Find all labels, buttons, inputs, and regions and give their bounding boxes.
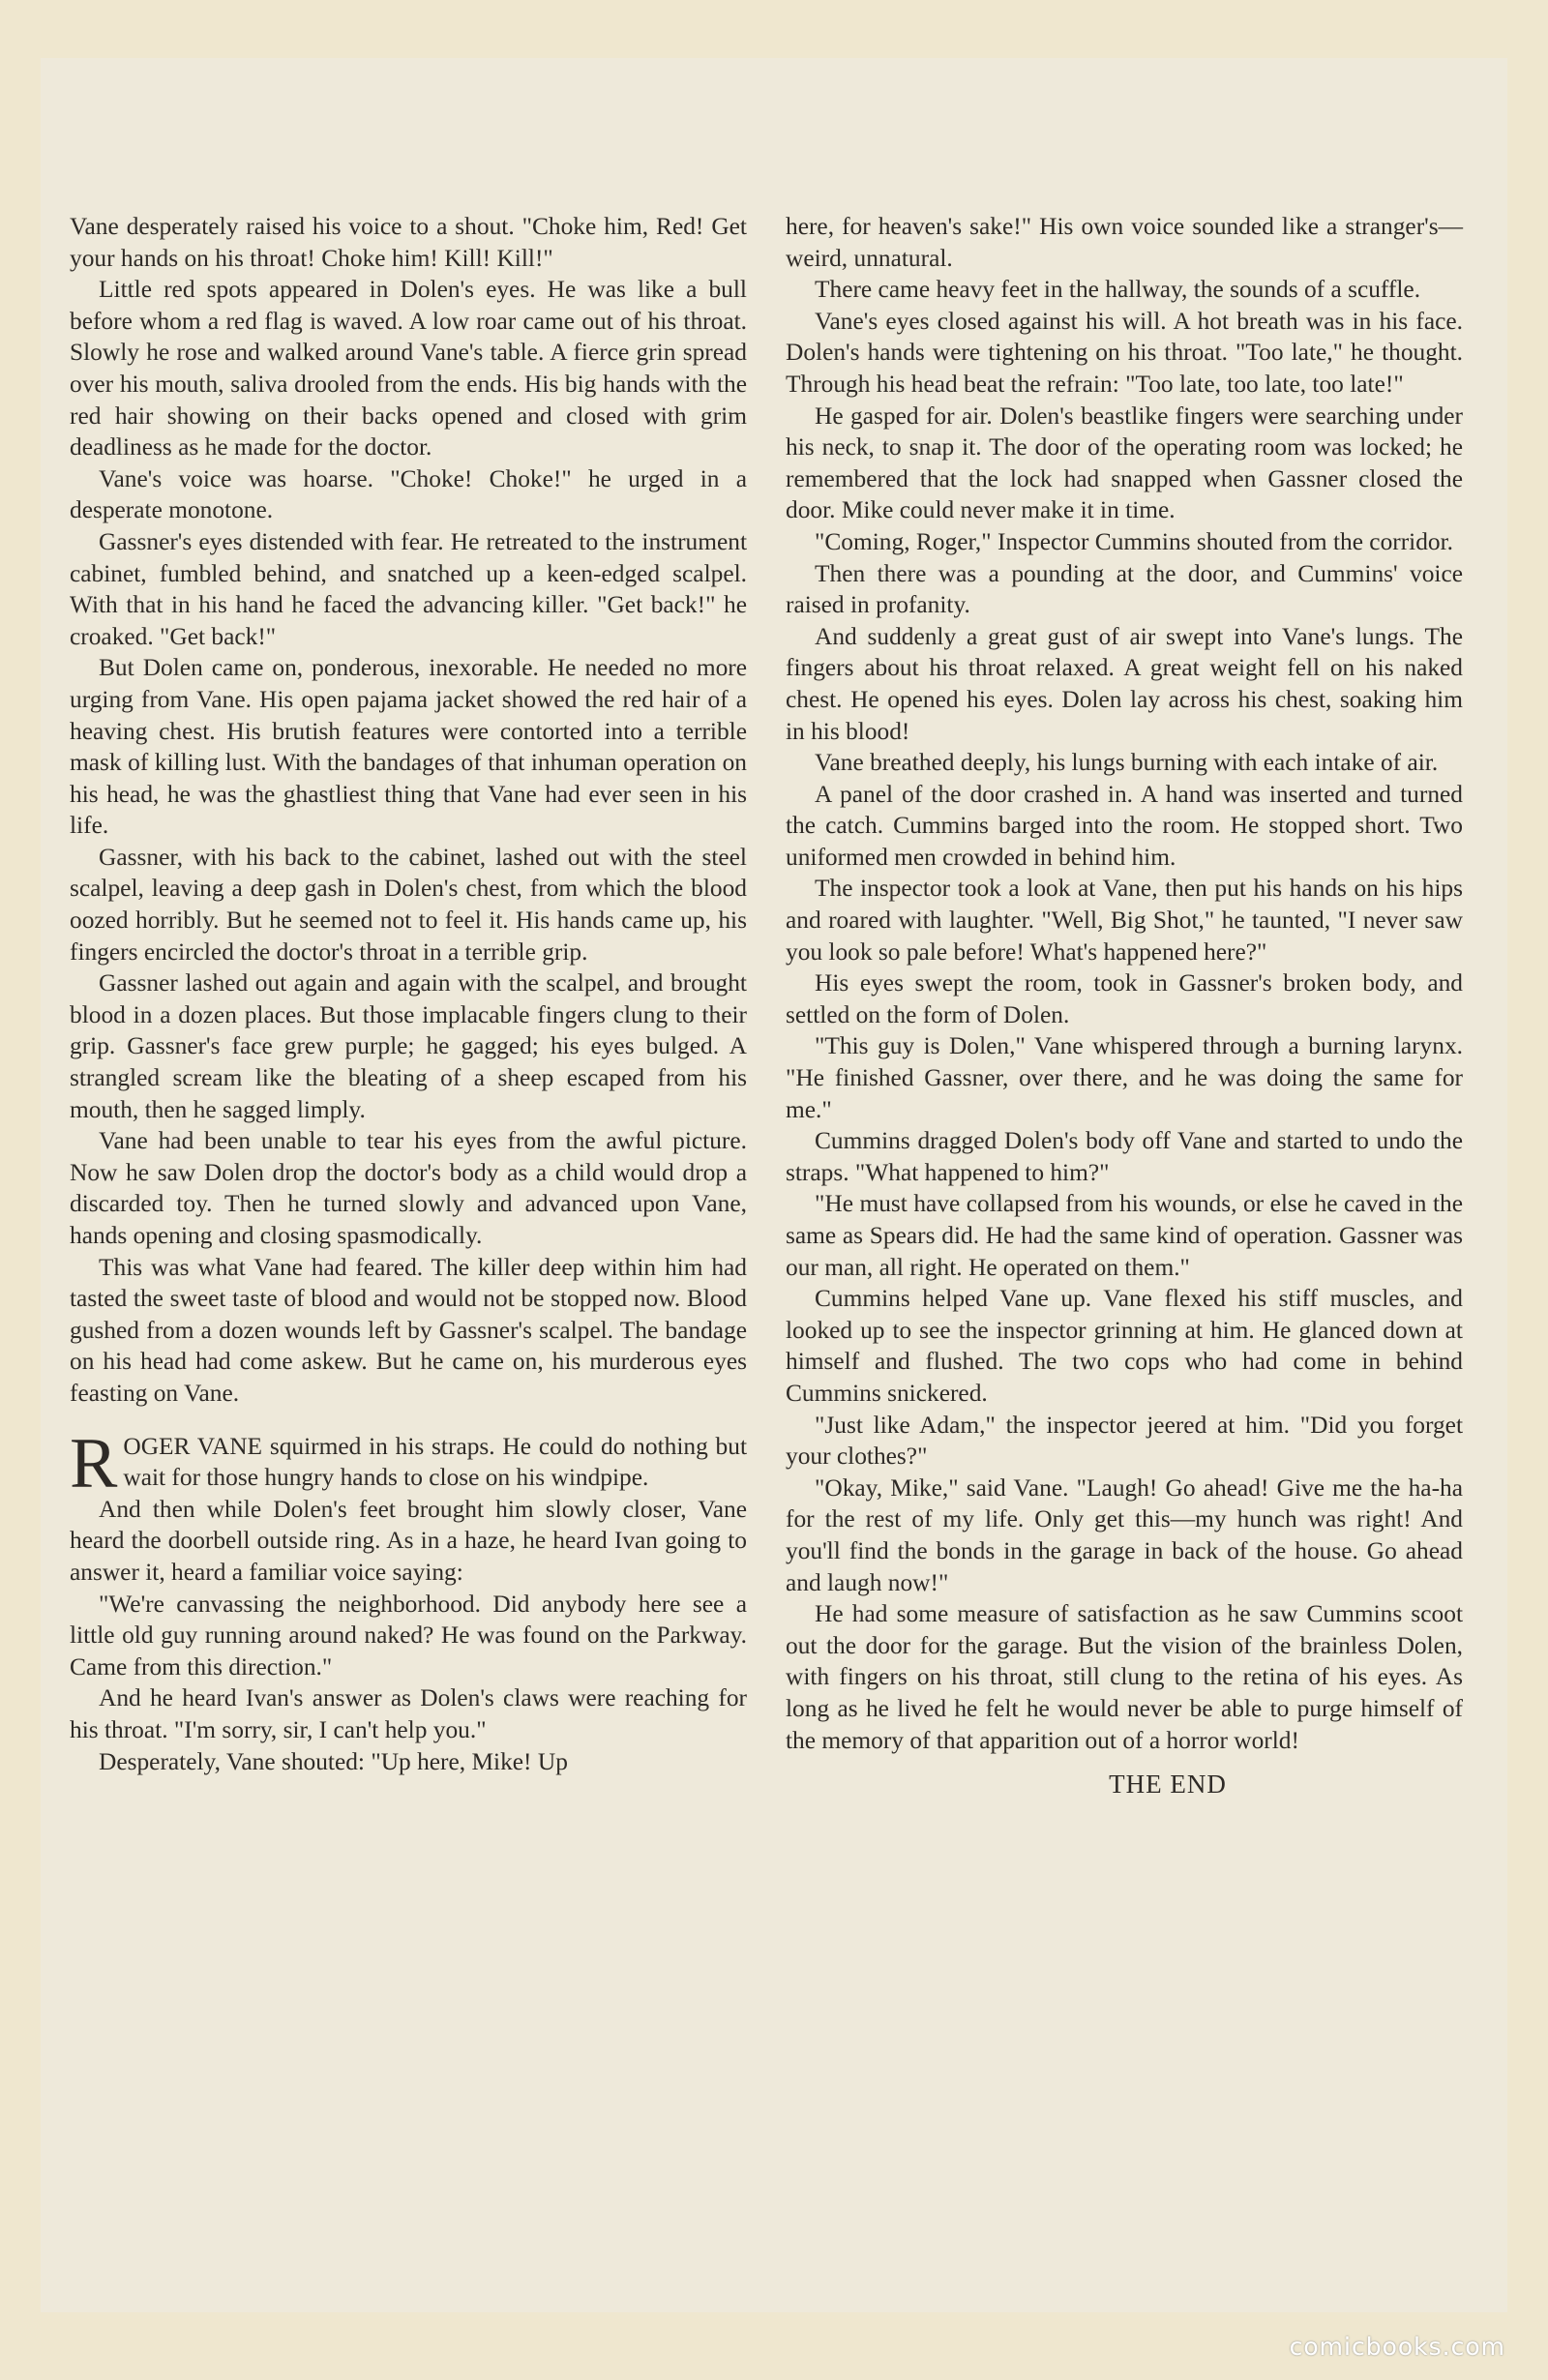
the-end-label: THE END [1109,1770,1227,1800]
paragraph: Desperately, Vane shouted: "Up here, Mike! Up [99,1747,568,1775]
paragraph: Then there was a pounding at the door, and Cummins' voice raised in profanity. [786,559,1463,619]
left-column [70,211,747,1800]
paragraph: "This guy is Dolen," Vane whispered through a burning larynx. "He finished Gassner, over there, and he was doing the same for me." [786,1032,1463,1123]
right-column [786,211,1463,1800]
paragraph: "Okay, Mike," said Vane. "Laugh! Go ahead! Give me the ha-ha for the rest of my life. Only get this—my hunch was right! And you'll find the bonds in the garage in back of the house. Go ahead and laugh now!" [786,1473,1463,1596]
paragraph: Gassner lashed out again and again with the scalpel, and brought blood in a dozen places. But those implacable fingers clung to their grip. Gassner's face grew purple; he gagged; his eyes bulged. A strangled scream like the bleating of a sheep escaped from his mouth, then he sagged limply. [70,969,747,1123]
paragraph: There came heavy feet in the hallway, the sounds of a scuffle. [815,276,1421,304]
paragraph: The inspector took a look at Vane, then put his hands on his hips and roared with laughter. "Well, Big Shot," he taunted, "I never saw you look so pale before! What's happened here?" [786,875,1463,966]
paragraph: "Just like Adam," the inspector jeered at him. "Did you forget your clothes?" [786,1411,1463,1471]
paragraph: Vane breathed deeply, his lungs burning with each intake of air. [815,749,1439,777]
paragraph: He had some measure of satisfaction as he saw Cummins scoot out the door for the garage. But the vision of the brainless Dolen, with fingers on his throat, still clung to the retina of his eyes. As long as he lived he felt he would never be able to purge himself of the memory of that apparition out of a horror world! [786,1600,1463,1754]
paragraph: A panel of the door crashed in. A hand was inserted and turned the catch. Cummins barged into the room. He stopped short. Two uniformed men crowded in behind him. [786,780,1463,871]
paragraph: "He must have collapsed from his wounds, or else he caved in the same as Spears did. He had the same kind of operation. Gassner was our man, all right. He operated on them." [786,1190,1463,1281]
watermark: comicbooks.com [1289,2333,1505,2361]
paragraph: "We're canvassing the neighborhood. Did anybody here see a little old guy running around naked? He was found on the Parkway. Came from this direction." [70,1590,747,1681]
paragraph: here, for heaven's sake!" His own voice sounded like a stranger's—weird, unnatural. [786,213,1463,272]
paragraph: Vane desperately raised his voice to a shout. "Choke him, Red! Get your hands on his throat! Choke him! Kill! Kill!" [70,213,747,272]
paragraph: "Coming, Roger," Inspector Cummins shouted from the corridor. [815,527,1454,555]
paragraph: Vane had been unable to tear his eyes from the awful picture. Now he saw Dolen drop the doctor's body as a child would drop a discarded toy. Then he turned slowly and advanced upon Vane, hands opening and closing spasmodically. [70,1127,747,1249]
paragraph: And suddenly a great gust of air swept into Vane's lungs. The fingers about his throat relaxed. A great weight fell on his naked chest. He opened his eyes. Dolen lay across his chest, soaking him in his blood! [786,622,1463,745]
paragraph: But Dolen came on, ponderous, inexorable. He needed no more urging from Vane. His open pajama jacket showed the red hair of a heaving chest. His brutish features were contorted into a terrible mask of killing lust. With the bandages of that inhuman operation on his head, he was the ghastliest thing that Vane had ever seen in his life. [70,654,747,840]
paragraph: Cummins helped Vane up. Vane flexed his stiff muscles, and looked up to see the inspector grinning at him. He glanced down at himself and flushed. The two cops who had come in behind Cummins snickered. [786,1285,1463,1407]
paragraph: Gassner, with his back to the cabinet, lashed out with the steel scalpel, leaving a deep gash in Dolen's chest, from which the blood oozed horribly. But he seemed not to feel it. His hands came up, his fingers encircled the doctor's throat in a terrible grip. [70,843,747,966]
paragraph: Little red spots appeared in Dolen's eyes. He was like a bull before whom a red flag is waved. A low roar came out of his throat. Slowly he rose and walked around Vane's table. A fierce grin spread over his mouth, saliva drooled from the ends. His big hands with the red hair showing on their backs opened and closed with grim deadliness as he made for the doctor. [70,276,747,461]
drop-cap: R [70,1423,118,1503]
paragraph: He gasped for air. Dolen's beastlike fingers were searching under his neck, to snap it. The door of the operating room was locked; he remembered that the lock had snapped when Gassner closed the door. Mike could never make it in time. [786,402,1463,524]
paragraph: Vane's eyes closed against his will. A hot breath was in his face. Dolen's hands were tightening on his throat. "Too late," he thought. Through his head beat the refrain: "Too late, too late, too late!" [786,307,1463,398]
paragraph: And then while Dolen's feet brought him slowly closer, Vane heard the doorbell outside ring. As in a haze, he heard Ivan going to answer it, heard a familiar voice saying: [70,1495,747,1586]
paragraph: This was what Vane had feared. The killer deep within him had tasted the sweet taste of blood and would not be stopped now. Blood gushed from a dozen wounds left by Gassner's scalpel. The bandage on his head had come askew. But he came on, his murderous eyes feasting on Vane. [70,1253,747,1407]
paragraph: Gassner's eyes distended with fear. He retreated to the instrument cabinet, fumbled behind, and snatched up a keen-edged scalpel. With that in his hand he faced the advancing killer. "Get back!" he croaked. "Get back!" [70,527,747,650]
paragraph: And he heard Ivan's answer as Dolen's claws were reaching for his throat. "I'm sorry, sir, I can't help you." [70,1684,747,1743]
paragraph: His eyes swept the room, took in Gassner's broken body, and settled on the form of Dolen. [786,969,1463,1028]
section-opening-text: OGER VANE squirmed in his straps. He could do nothing but wait for those hungry hands to close on his windpipe. [123,1432,747,1492]
paragraph: Cummins dragged Dolen's body off Vane and started to undo the straps. "What happened to him?" [786,1127,1463,1186]
story-columns [70,211,1463,1800]
section-opening-paragraph [70,1423,747,1503]
paragraph: Vane's voice was hoarse. "Choke! Choke!" he urged in a desperate monotone. [70,464,747,524]
